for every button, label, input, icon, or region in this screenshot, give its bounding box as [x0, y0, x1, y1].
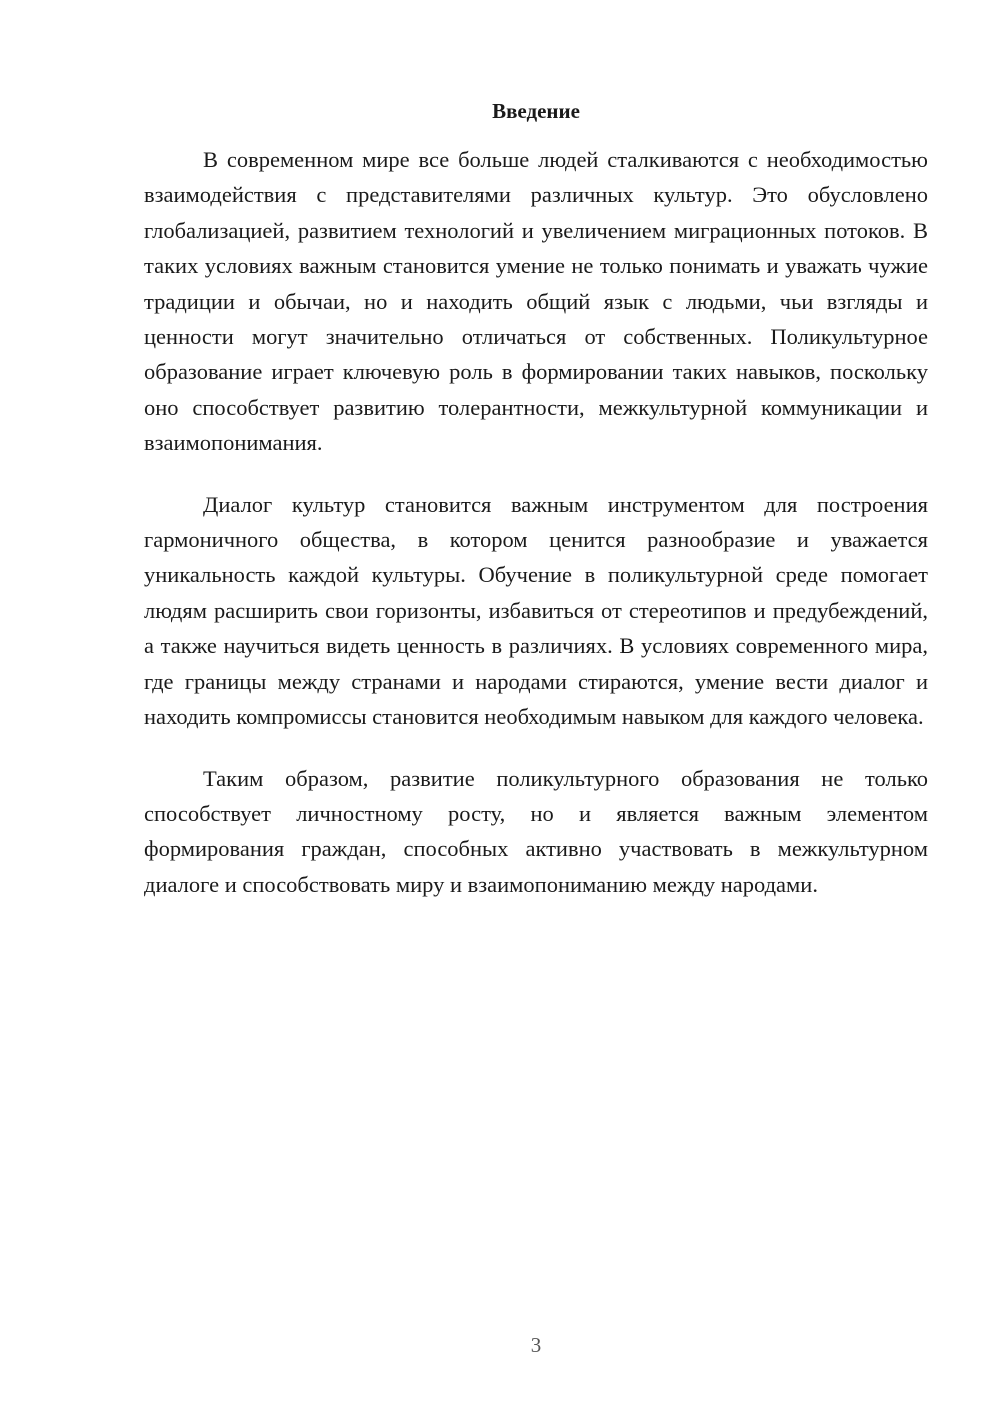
paragraph-3: Таким образом, развитие поликультурного образования не только способствует личностному росту, но и является важным элементом формирования граждан, способных активно участвовать в межкультурном диалоге и способствовать миру и взаимопониманию между народами. — [144, 765, 928, 897]
section-heading: Введение — [492, 99, 580, 123]
paragraph-2: Диалог культур становится важным инструментом для построения гармоничного общества, в котором ценится разнообразие и уважается уникальность каждой культуры. Обучение в поликультурной среде помогает людям расширить свои горизонты, избавиться от стереотипов и предубеждений, а также научиться видеть ценность в различиях. В условиях современного мира, где границы между странами и народами стираются, умение вести диалог и находить компромиссы становится необходимым навыком для каждого человека. — [144, 491, 928, 730]
body-text — [144, 142, 928, 928]
paragraph-1: В современном мире все больше людей сталкиваются с необходимостью взаимодействия с представителями различных культур. Это обусловлено глобализацией, развитием технологий и увеличением миграционных потоков. В таких условиях важным становится умение не только понимать и уважать чужие традиции и обычаи, но и находить общий язык с людьми, чьи взгляды и ценности могут значительно отличаться от собственных. Поликультурное образование играет ключевую роль в формировании таких навыков, поскольку оно способствует развитию толерантности, межкультурной коммуникации и взаимопонимания. — [144, 147, 928, 456]
page-number: 3 — [530, 1333, 542, 1357]
